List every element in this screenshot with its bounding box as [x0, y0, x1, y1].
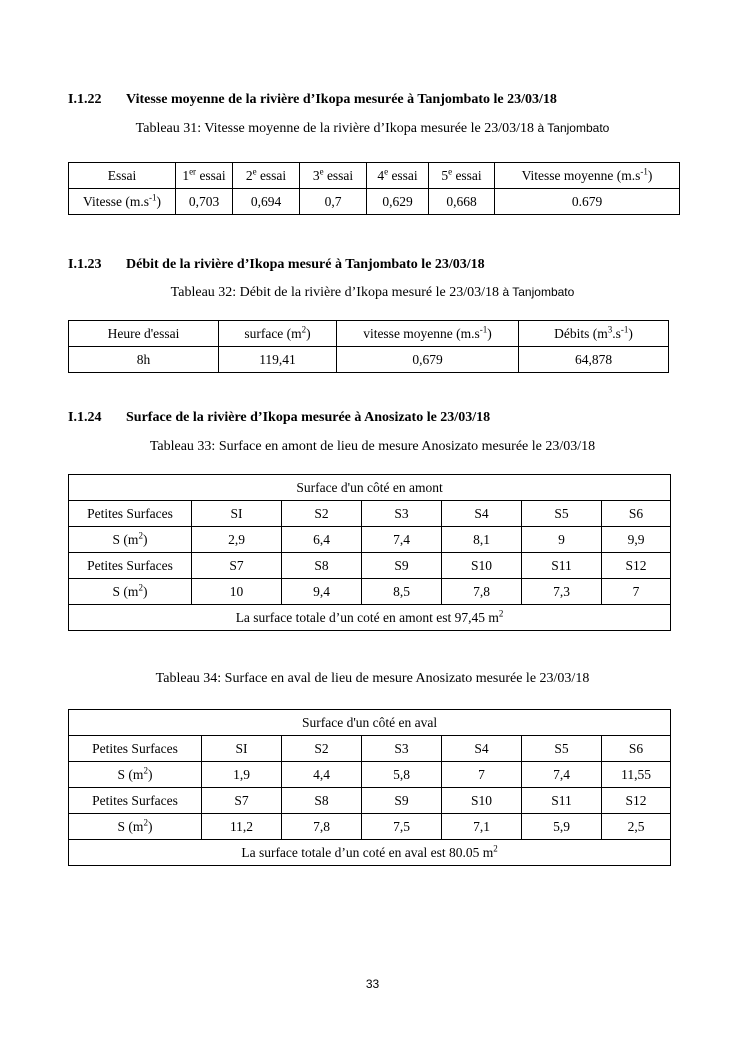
- name-cell: S4: [442, 501, 522, 527]
- table-row: [69, 501, 671, 527]
- table-row: [69, 762, 671, 788]
- table-row: [69, 347, 669, 373]
- section-number: I.1.22: [68, 92, 102, 107]
- name-cell: S5: [522, 736, 602, 762]
- table-vitesse: [68, 162, 680, 215]
- name-cell: S8: [282, 788, 362, 814]
- value-cell: 7,5: [362, 814, 442, 840]
- name-cell: S2: [282, 736, 362, 762]
- value-cell: 11,2: [202, 814, 282, 840]
- row-label: S $(m^2)$: [69, 814, 202, 840]
- section-number: I.1.24: [68, 410, 102, 425]
- name-cell: S9: [362, 553, 442, 579]
- table-row: [69, 189, 680, 215]
- header-essai-4: 4e essai: [367, 163, 429, 189]
- name-cell: S4: [442, 736, 522, 762]
- caption-tail: à Tanjombato: [537, 121, 610, 135]
- value-cell: 0,7: [300, 189, 367, 215]
- table-row: [69, 814, 671, 840]
- row-label: S $(m^2)$: [69, 579, 192, 605]
- caption-text: Tableau 32: Débit de la rivière d’Ikopa mesuré le 23/03/18: [170, 285, 499, 300]
- section-heading-surface: [68, 410, 490, 426]
- table-surface-aval: [68, 709, 671, 866]
- table-title: Surface d'un côté en aval: [69, 710, 671, 736]
- table-total-row: [69, 840, 671, 866]
- table-title-row: [69, 475, 671, 501]
- header-debits: Débits $(m^3.s^{-1})$: [519, 321, 669, 347]
- header-essai-3: 3e essai: [300, 163, 367, 189]
- value-cell: 2,9: [192, 527, 282, 553]
- table-row: [69, 788, 671, 814]
- value-cell: 0,679: [337, 347, 519, 373]
- page-number: 33: [365, 977, 380, 991]
- value-cell: 7,8: [282, 814, 362, 840]
- row-label: S $(m^2)$: [69, 762, 202, 788]
- row-label: Petites Surfaces: [69, 553, 192, 579]
- row-label: Petites Surfaces: [69, 736, 202, 762]
- table-row: [69, 736, 671, 762]
- name-cell: S8: [282, 553, 362, 579]
- table-header-row: [69, 321, 669, 347]
- table-row: [69, 553, 671, 579]
- header-heure: Heure d'essai: [69, 321, 219, 347]
- table-row: [69, 579, 671, 605]
- section-title: Surface de la rivière d’Ikopa mesurée à Anosizato le 23/03/18: [126, 410, 491, 425]
- section-heading-debit: [68, 257, 485, 273]
- caption-text: Tableau 33: Surface en amont de lieu de mesure Anosizato mesurée le 23/03/18: [149, 439, 596, 454]
- name-cell: S12: [602, 788, 671, 814]
- table-surface-amont: [68, 474, 671, 631]
- total-cell: La surface totale d’un coté en amont est 97,45 $m^2$: [69, 605, 671, 631]
- value-cell: 8,1: [442, 527, 522, 553]
- value-cell: 7: [602, 579, 671, 605]
- value-cell: 1,9: [202, 762, 282, 788]
- value-cell: 6,4: [282, 527, 362, 553]
- value-cell: 7,4: [522, 762, 602, 788]
- value-cell: 0,668: [429, 189, 495, 215]
- table-header-row: [69, 163, 680, 189]
- name-cell: S7: [202, 788, 282, 814]
- value-cell: 2,5: [602, 814, 671, 840]
- caption-tail: à Tanjombato: [502, 285, 575, 299]
- value-cell: 7,3: [522, 579, 602, 605]
- value-cell: 64,878: [519, 347, 669, 373]
- section-title: Débit de la rivière d’Ikopa mesuré à Tanjombato le 23/03/18: [126, 257, 485, 272]
- name-cell: S11: [522, 788, 602, 814]
- value-cell: 5,8: [362, 762, 442, 788]
- table-caption-31: [0, 121, 745, 137]
- name-cell: S2: [282, 501, 362, 527]
- name-cell: SI: [202, 736, 282, 762]
- name-cell: S6: [602, 736, 671, 762]
- name-cell: S11: [522, 553, 602, 579]
- value-cell: 4,4: [282, 762, 362, 788]
- value-cell: 9,9: [602, 527, 671, 553]
- table-title: Surface d'un côté en amont: [69, 475, 671, 501]
- value-cell: 0,629: [367, 189, 429, 215]
- value-cell: 5,9: [522, 814, 602, 840]
- value-cell: 10: [192, 579, 282, 605]
- name-cell: S12: [602, 553, 671, 579]
- row-label: Petites Surfaces: [69, 788, 202, 814]
- name-cell: S5: [522, 501, 602, 527]
- name-cell: S9: [362, 788, 442, 814]
- value-cell: 8h: [69, 347, 219, 373]
- name-cell: S7: [192, 553, 282, 579]
- value-cell: 119,41: [219, 347, 337, 373]
- value-cell: 7,4: [362, 527, 442, 553]
- header-essai-5: 5e essai: [429, 163, 495, 189]
- header-vitesse-moyenne: Vitesse moyenne $(m.s^{-1})$: [495, 163, 680, 189]
- value-cell: 9: [522, 527, 602, 553]
- value-cell: 0,703: [176, 189, 233, 215]
- table-total-row: [69, 605, 671, 631]
- name-cell: S6: [602, 501, 671, 527]
- total-cell: La surface totale d’un coté en aval est 80.05 $m^2$: [69, 840, 671, 866]
- table-debit: [68, 320, 669, 373]
- name-cell: S10: [442, 788, 522, 814]
- section-heading-vitesse: [68, 92, 557, 108]
- value-cell: 8,5: [362, 579, 442, 605]
- value-cell: 0,694: [233, 189, 300, 215]
- header-essai: Essai: [69, 163, 176, 189]
- header-surface: surface $(m^2)$: [219, 321, 337, 347]
- row-label: S $(m^2)$: [69, 527, 192, 553]
- header-vitesse-moyenne: vitesse moyenne $(m.s^{-1})$: [337, 321, 519, 347]
- table-title-row: [69, 710, 671, 736]
- caption-text: Tableau 34: Surface en aval de lieu de mesure Anosizato mesurée le 23/03/18: [155, 671, 590, 686]
- header-essai-1: 1er essai: [176, 163, 233, 189]
- table-caption-34: [0, 671, 745, 687]
- header-essai-2: 2e essai: [233, 163, 300, 189]
- section-number: I.1.23: [68, 257, 102, 272]
- row-label: Petites Surfaces: [69, 501, 192, 527]
- mean-cell: 0.679: [495, 189, 680, 215]
- value-cell: 7,8: [442, 579, 522, 605]
- name-cell: SI: [192, 501, 282, 527]
- section-title: Vitesse moyenne de la rivière d’Ikopa mesurée à Tanjombato le 23/03/18: [126, 92, 557, 107]
- value-cell: 7,1: [442, 814, 522, 840]
- value-cell: 11,55: [602, 762, 671, 788]
- name-cell: S3: [362, 736, 442, 762]
- table-caption-33: [0, 439, 745, 455]
- value-cell: 7: [442, 762, 522, 788]
- value-cell: 9,4: [282, 579, 362, 605]
- name-cell: S10: [442, 553, 522, 579]
- caption-text: Tableau 31: Vitesse moyenne de la rivière d’Ikopa mesurée le 23/03/18: [135, 121, 534, 136]
- name-cell: S3: [362, 501, 442, 527]
- row-label-vitesse: Vitesse $(m.s^{-1})$: [69, 189, 176, 215]
- table-caption-32: [0, 285, 745, 301]
- table-row: [69, 527, 671, 553]
